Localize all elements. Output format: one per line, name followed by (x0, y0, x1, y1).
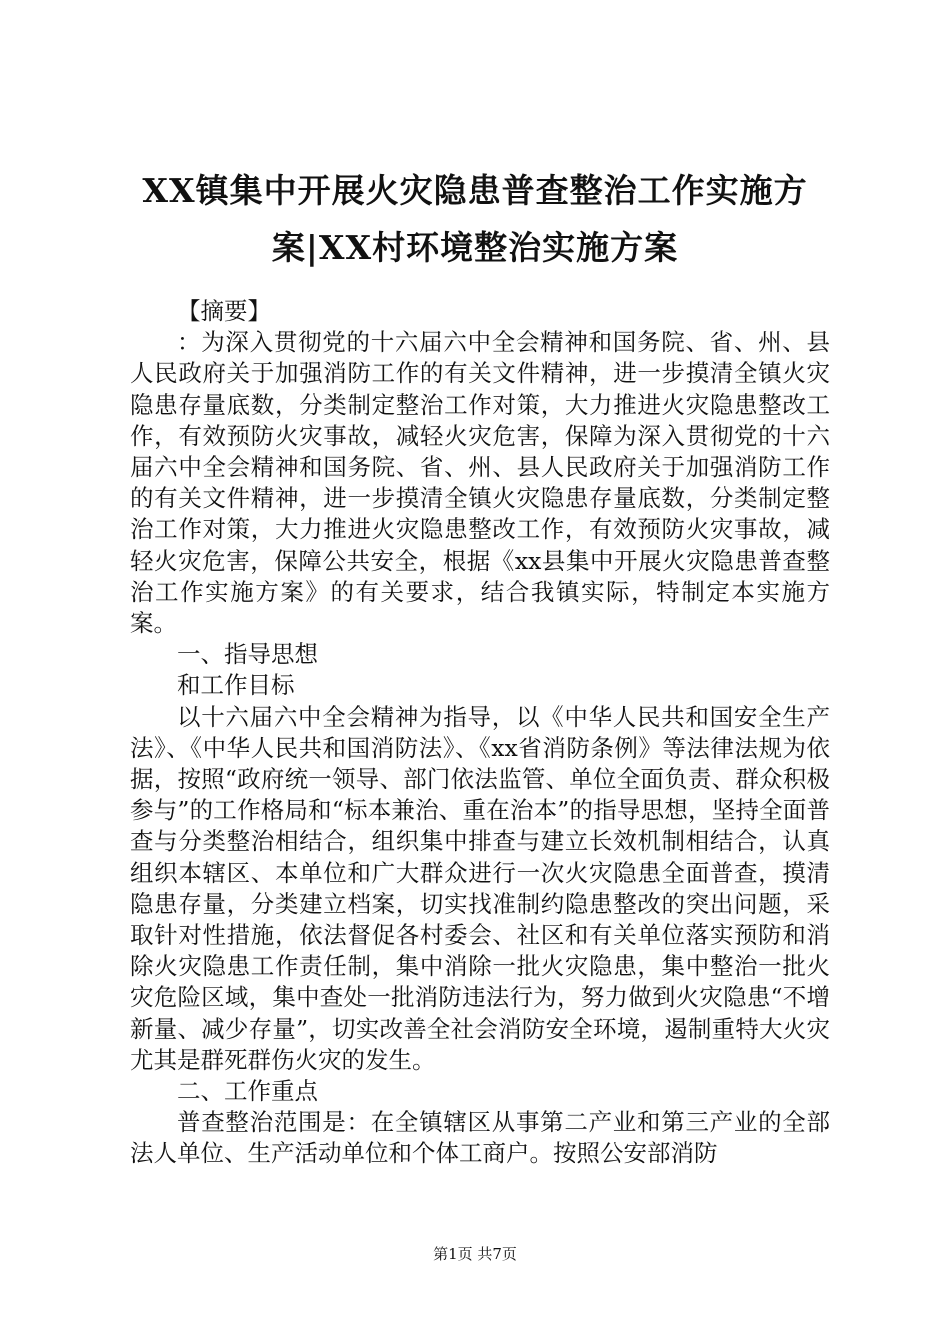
section1-heading: 一、指导思想 (177, 640, 318, 669)
section1-heading-continued: 和工作目标 (177, 671, 295, 700)
abstract-label: 【摘要】 (177, 297, 271, 325)
document-body (130, 296, 830, 1170)
section1-paragraph: 以十六届六中全会精神为指导，以《中华人民共和国安全生产法》、《中华人民共和国消防法》、《xx省消防条例》等法律法规为依据，按照“政府统一领导、部门依法监管、单位全面负责、群众积极参与”的工作格局和“标本兼治、重在治本”的指导思想，坚持全面普查与分类整治相结合，组织集中排查与建立长效机制相结合，认真组织本辖区、本单位和广大群众进行一次火灾隐患全面普查，摸清隐患存量，分类建立档案，切实找准制约隐患整改的突出问题，采取针对性措施，依法督促各村委会、社区和有关单位落实预防和消除火灾隐患工作责任制，集中消除一批火灾隐患，集中整治一批火灾危险区域，集中查处一批消防违法行为，努力做到火灾隐患“不增新量、减少存量”，切实改善全社会消防安全环境，遏制重特大火灾尤其是群死群伤火灾的发生。 (130, 702, 830, 1074)
section2-heading: 二、工作重点 (177, 1077, 318, 1106)
page-footer: 第1页 共7页 (433, 1245, 517, 1263)
abstract-text: ：为深入贯彻党的十六届六中全会精神和国务院、省、州、县人民政府关于加强消防工作的有关文件精神，进一步摸清全镇火灾隐患存量底数，分类制定整治工作对策，大力推进火灾隐患整改工作，有效预防火灾事故，减轻火灾危害，保障为深入贯彻党的十六届六中全会精神和国务院、省、州、县人民政府关于加强消防工作的有关文件精神，进一步摸清全镇火灾隐患存量底数，分类制定整治工作对策，大力推进火灾隐患整改工作，有效预防火灾事故，减轻火灾危害，保障公共安全，根据《xx县集中开展火灾隐患普查整治工作实施方案》的有关要求，结合我镇实际，特制定本实施方案。 (130, 328, 830, 638)
document-title-line1: XX镇集中开展火灾隐患普查整治工作实施方 (142, 171, 808, 210)
section2-paragraph: 普查整治范围是：在全镇辖区从事第二产业和第三产业的全部法人单位、生产活动单位和个体工商户。按照公安部消防 (130, 1108, 830, 1168)
document-title-line2: 案|XX村环境整治实施方案 (271, 228, 679, 267)
